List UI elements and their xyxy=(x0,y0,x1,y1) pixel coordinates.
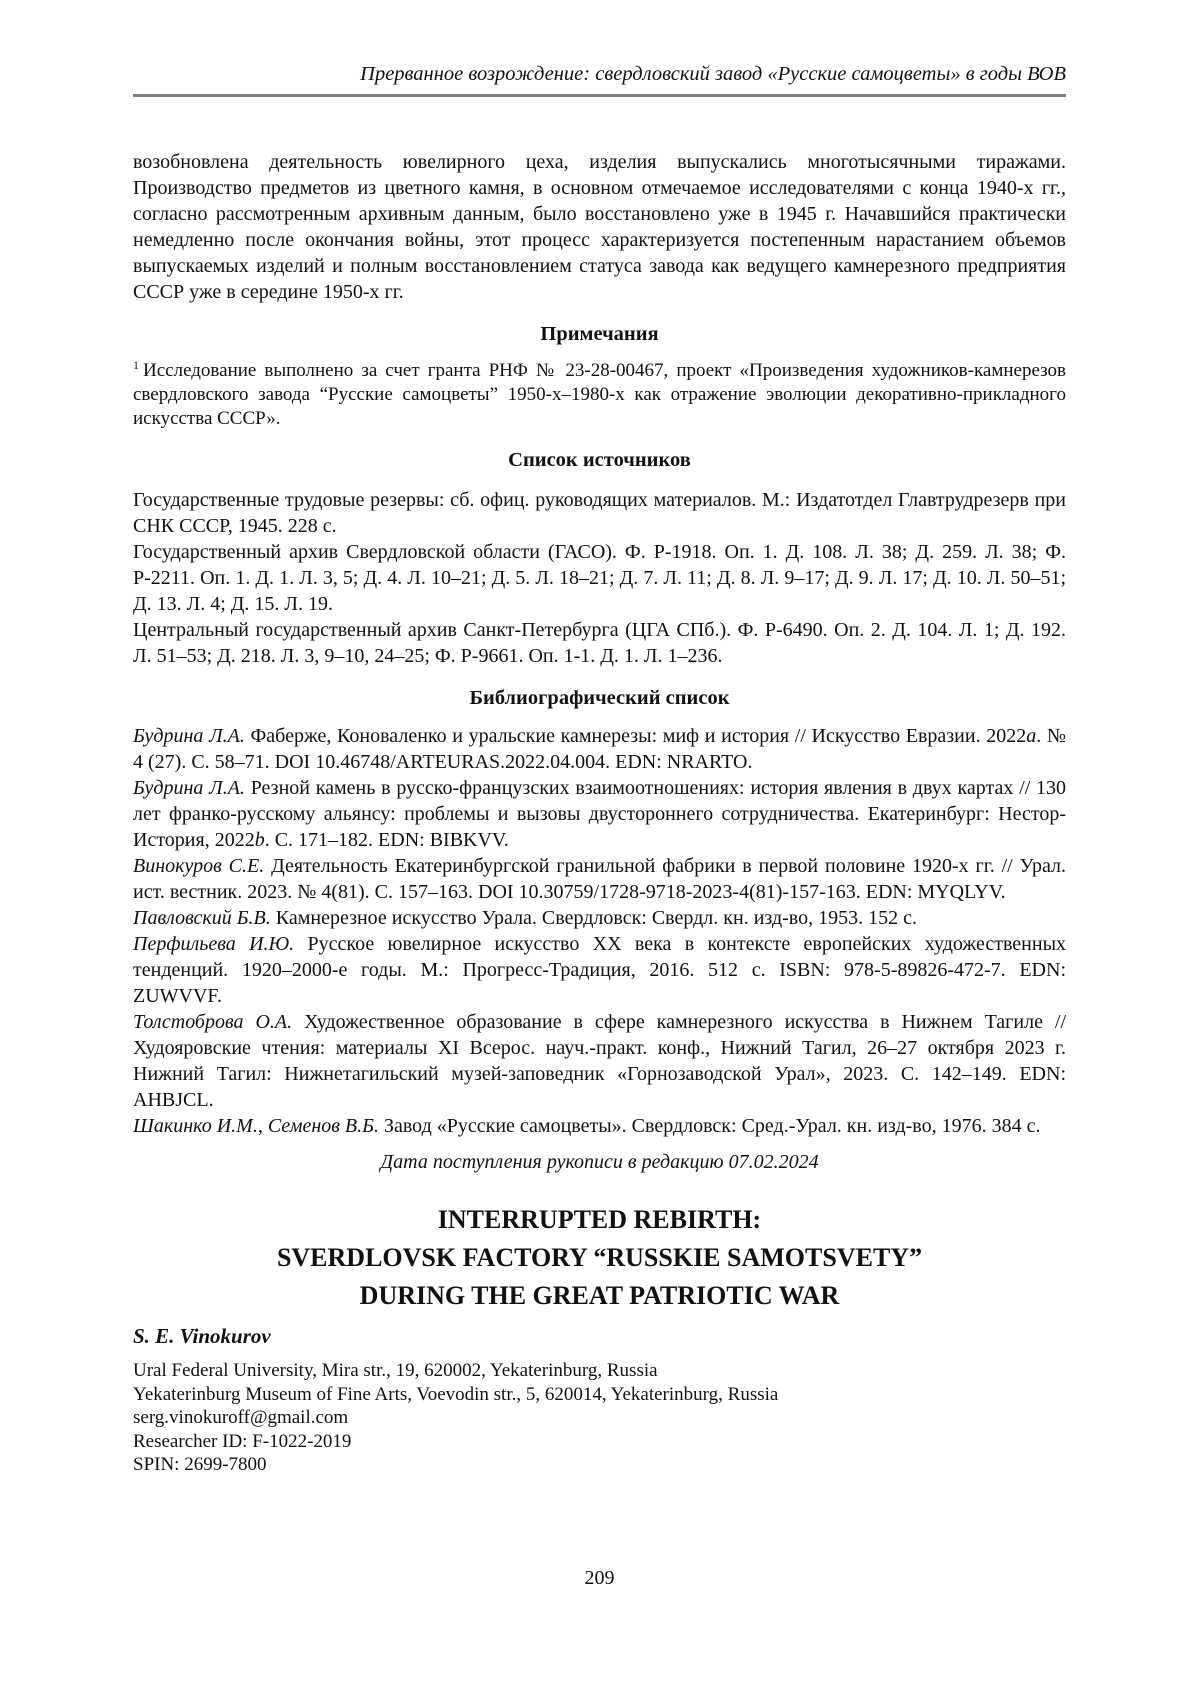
spin-code: SPIN: 2699-7800 xyxy=(133,1454,267,1475)
affiliation-line: Ural Federal University, Mira str., 19, 620002, Yekaterinburg, Russia xyxy=(133,1360,658,1381)
footnote xyxy=(133,359,1066,431)
english-title-line: INTERRUPTED REBIRTH: xyxy=(437,1205,762,1234)
footnote-marker: 1 xyxy=(133,357,139,372)
english-title-line: DURING THE GREAT PATRIOTIC WAR xyxy=(359,1281,840,1310)
author-email: serg.vinokuroff@gmail.com xyxy=(133,1407,349,1428)
affiliation-line: Yekaterinburg Museum of Fine Arts, Voevodin str., 5, 620014, Yekaterinburg, Russia xyxy=(133,1383,779,1405)
bibliography-heading: Библиографический список xyxy=(469,687,730,709)
bibliography-item: Толстоброва О.А. Художественное образование в сфере камнерезного искусства в Нижнем Тагиле // Худояровские чтения: материалы XI Всерос. науч.-практ. конф., Нижний Тагил, 26–27 октября 2023 г. Нижний Тагил: Нижнетагильский музей-заповедник «Горнозаводской Урал», 2023. С. 142–149. EDN: AHBJCL. xyxy=(133,1011,1067,1111)
author-name: S. E. Vinokurov xyxy=(133,1324,271,1348)
notes-heading: Примечания xyxy=(540,323,659,345)
english-title-line: SVERDLOVSK FACTORY “RUSSKIE SAMOTSVETY” xyxy=(276,1243,923,1272)
english-title xyxy=(133,1201,1066,1315)
running-head-title: Прерванное возрождение: свердловский завод «Русские самоцветы» в годы ВОВ xyxy=(360,63,1066,85)
source-item: Государственный архив Свердловской области (ГАСО). Ф. Р-1918. Оп. 1. Д. 108. Л. 38; Д. 259. Л. 38; Ф. Р-2211. Оп. 1. Д. 1. Л. 3, 5; Д. 4. Л. 10–21; Д. 5. Л. 18–21; Д. 7. Л. 11; Д. 8. Л. 9–17; Д. 9. Л. 17; Д. 10. Л. 50–51; Д. 13. Л. 4; Д. 15. Л. 19. xyxy=(133,541,1066,615)
bibliography-item: Шакинко И.М., Семенов В.Б. Завод «Русские самоцветы». Свердловск: Сред.-Урал. кн. изд-во, 1976. 384 с. xyxy=(133,1115,1041,1137)
source-item: Государственные трудовые резервы: сб. офиц. руководящих материалов. М.: Издатотдел Главтрудрезерв при СНК СССР, 1945. 228 с. xyxy=(133,489,1066,537)
bibliography-item: Будрина Л.А. Фаберже, Коноваленко и уральские камнерезы: миф и история // Искусство Евразии. 2022a. № 4 (27). С. 58–71. DOI 10.46748/ARTEURAS.2022.04.004. EDN: NRARTO. xyxy=(133,725,1067,773)
submission-date-note: Дата поступления рукописи в редакцию 07.02.2024 xyxy=(380,1151,819,1173)
sources-heading: Список источников xyxy=(508,449,691,471)
bibliography-list xyxy=(133,723,1066,1139)
body-paragraph: возобновлена деятельность ювелирного цеха, изделия выпускались многотысячными тиражами. Производство предметов из цветного камня, в основном отмечаемое исследователями с конца 1940-х гг., согласно рассмотренным архивным данным, было восстановлено уже в 1945 г. Начавшийся практически немедленно после окончания войны, этот процесс характеризуется постепенным нарастанием объемов выпускаемых изделий и полным восстановлением статуса завода как ведущего камнерезного предприятия СССР уже в середине 1950-х гг. xyxy=(133,151,1066,303)
footnote-text: Исследование выполнено за счет гранта РНФ № 23-28-00467, проект «Произведения художников-камнерезов свердловского завода “Русские самоцветы” 1950-х–1980-х как отражение эволюции декоративно-прикладного искусства СССР». xyxy=(133,360,1066,429)
bibliography-item: Винокуров С.Е. Деятельность Екатеринбургской гранильной фабрики в первой половине 1920-х гг. // Урал. ист. вестник. 2023. № 4(81). С. 157–163. DOI 10.30759/1728-9718-2023-4(81)-157-163. EDN: MYQLYV. xyxy=(133,855,1066,903)
author-details xyxy=(133,1359,1066,1477)
sources-list xyxy=(133,487,1066,669)
page-number: 209 xyxy=(584,1566,615,1589)
bibliography-item: Будрина Л.А. Резной камень в русско-французских взаимоотношениях: история явления в двух картах // 130 лет франко-русскому альянсу: проблемы и вызовы двустороннего сотрудничества. Екатеринбург: Нестор-История, 2022b. С. 171–182. EDN: BIBKVV. xyxy=(133,777,1067,851)
researcher-id: Researcher ID: F-1022-2019 xyxy=(133,1430,352,1452)
source-item: Центральный государственный архив Санкт-Петербурга (ЦГА СПб.). Ф. Р-6490. Оп. 2. Д. 104. Л. 1; Д. 192. Л. 51–53; Д. 218. Л. 3, 9–10, 24–25; Ф. Р-9661. Оп. 1-1. Д. 1. Л. 1–236. xyxy=(133,619,1066,667)
header-rule xyxy=(133,94,1066,97)
bibliography-item: Перфильева И.Ю. Русское ювелирное искусство XX века в контексте европейских художественных тенденций. 1920–2000-е годы. М.: Прогресс-Традиция, 2016. 512 с. ISBN: 978-5-89826-472-7. EDN: ZUWVVF. xyxy=(133,933,1067,1007)
bibliography-item: Павловский Б.В. Камнерезное искусство Урала. Свердловск: Свердл. кн. изд-во, 1953. 152 с. xyxy=(133,907,917,929)
